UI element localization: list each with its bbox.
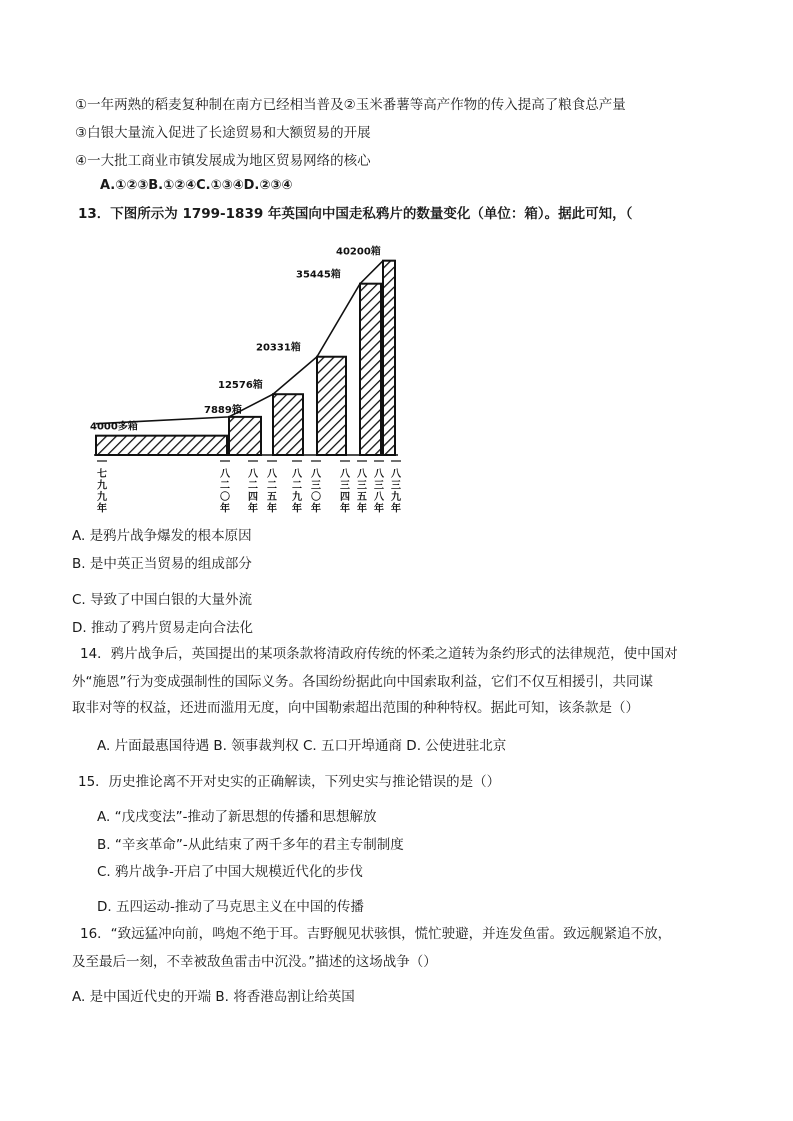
chart-bar-label: 7889箱 — [204, 404, 242, 416]
svg-text:二: 二 — [220, 480, 230, 492]
q15-option-d: D. 五四运动-推动了马克思主义在中国的传播 — [97, 899, 364, 915]
svg-text:三: 三 — [357, 480, 367, 492]
q16-stem-line-2: 及至最后一刻，不幸被敌鱼雷击中沉没。”描述的这场战争（） — [72, 954, 437, 970]
chart-year-tick — [340, 461, 351, 513]
svg-text:七: 七 — [97, 469, 107, 480]
q12-statement-3: ③白银大量流入促进了长途贸易和大额贸易的开展 — [75, 125, 371, 141]
chart-year-tick — [357, 461, 368, 513]
svg-text:二: 二 — [248, 480, 258, 492]
chart-year-tick — [248, 461, 259, 513]
svg-text:八: 八 — [292, 469, 302, 480]
svg-text:年: 年 — [267, 503, 277, 513]
chart-trend-polyline — [96, 261, 395, 424]
q15-option-c: C. 鸦片战争-开启了中国大规模近代化的步伐 — [97, 864, 363, 880]
svg-text:九: 九 — [97, 492, 107, 503]
svg-text:三: 三 — [311, 480, 321, 492]
q13-option-c: C. 导致了中国白银的大量外流 — [72, 592, 253, 608]
svg-text:年: 年 — [292, 503, 302, 513]
chart-year-tick — [374, 461, 385, 513]
q15-stem: 15．历史推论离不开对史实的正确解读，下列史实与推论错误的是（） — [78, 774, 501, 790]
svg-text:五: 五 — [267, 492, 277, 503]
svg-text:三: 三 — [340, 480, 350, 492]
q13-option-d: D. 推动了鸦片贸易走向合法化 — [72, 620, 253, 636]
svg-text:八: 八 — [220, 469, 230, 480]
opium-smuggling-chart — [86, 228, 416, 513]
svg-text:年: 年 — [340, 503, 350, 513]
q13-stem: 13．下图所示为 1799-1839 年英国向中国走私鸦片的数量变化（单位：箱）。据此可知，（ — [78, 206, 633, 222]
svg-text:八: 八 — [374, 469, 384, 480]
q16-stem-line-1: 16．“致远猛冲向前，鸣炮不绝于耳。吉野舰见状骇惧，慌忙驶避，并连发鱼雷。致远舰紧追不放， — [80, 926, 672, 942]
svg-text:三: 三 — [374, 480, 384, 492]
svg-text:年: 年 — [97, 503, 107, 513]
chart-year-tick — [267, 461, 278, 513]
svg-text:年: 年 — [357, 503, 367, 513]
chart-year-ticks — [97, 461, 402, 513]
svg-text:年: 年 — [391, 503, 401, 513]
chart-bar — [273, 394, 303, 455]
q14-stem-line-2: 外“施恩”行为变成强制性的国际义务。各国纷纷据此向中国索取利益，它们不仅互相援引，共同谋 — [72, 674, 653, 690]
svg-text:二: 二 — [292, 480, 302, 492]
svg-text:八: 八 — [340, 469, 350, 480]
q12-statement-1-2: ①一年两熟的稻麦复种制在南方已经相当普及②玉米番薯等高产作物的传入提高了粮食总产量 — [75, 97, 626, 113]
q15-option-a: A. “戊戌变法”-推动了新思想的传播和思想解放 — [97, 809, 377, 825]
chart-bar-label: 20331箱 — [256, 342, 301, 354]
chart-bar — [360, 284, 381, 455]
svg-text:九: 九 — [391, 492, 401, 503]
svg-text:年: 年 — [374, 503, 384, 513]
svg-text:八: 八 — [357, 469, 367, 480]
svg-text:九: 九 — [292, 492, 302, 503]
chart-year-tick — [311, 461, 322, 513]
q13-option-a: A. 是鸦片战争爆发的根本原因 — [72, 528, 252, 544]
chart-bar — [383, 261, 395, 455]
chart-bar — [96, 436, 227, 455]
chart-bar-label: 4000多箱 — [90, 421, 138, 433]
svg-text:八: 八 — [267, 469, 277, 480]
chart-year-tick — [220, 461, 231, 513]
q16-options: A. 是中国近代史的开端 B. 将香港岛割让给英国 — [72, 989, 355, 1005]
chart-year-tick — [391, 461, 402, 513]
svg-text:〇: 〇 — [220, 492, 230, 503]
chart-year-tick — [292, 461, 303, 513]
q12-statement-4: ④一大批工商业市镇发展成为地区贸易网络的核心 — [75, 153, 371, 169]
svg-text:二: 二 — [267, 480, 277, 492]
chart-bar-label: 35445箱 — [296, 269, 341, 281]
q12-options: A.①②③B.①②④C.①③④D.②③④ — [100, 178, 293, 193]
svg-text:年: 年 — [248, 503, 258, 513]
chart-bar-label: 40200箱 — [336, 246, 381, 258]
svg-text:八: 八 — [391, 469, 401, 480]
q15-option-b: B. “辛亥革命”-从此结束了两千多年的君主专制制度 — [97, 837, 404, 853]
chart-bars — [96, 261, 395, 455]
svg-text:八: 八 — [374, 492, 384, 503]
svg-text:〇: 〇 — [311, 492, 321, 503]
chart-bar-label: 12576箱 — [218, 380, 263, 392]
svg-text:八: 八 — [311, 469, 321, 480]
chart-bar — [317, 357, 346, 455]
q14-options: A. 片面最惠国待遇 B. 领事裁判权 C. 五口开埠通商 D. 公使进驻北京 — [97, 738, 507, 754]
svg-text:三: 三 — [391, 480, 401, 492]
svg-text:九: 九 — [97, 480, 107, 492]
svg-text:年: 年 — [311, 503, 321, 513]
chart-bar — [229, 417, 261, 455]
svg-text:八: 八 — [248, 469, 258, 480]
chart-year-tick — [97, 461, 107, 513]
svg-text:四: 四 — [340, 492, 350, 503]
svg-text:年: 年 — [220, 503, 230, 513]
q13-option-b: B. 是中英正当贸易的组成部分 — [72, 556, 252, 572]
svg-text:五: 五 — [357, 492, 367, 503]
q14-stem-line-3: 取非对等的权益，还进而滥用无度，向中国勒索超出范围的种种特权。据此可知，该条款是（） — [72, 700, 639, 716]
svg-text:四: 四 — [248, 492, 258, 503]
q14-stem-line-1: 14．鸦片战争后，英国提出的某项条款将清政府传统的怀柔之道转为条约形式的法律规范，使中国对 — [80, 646, 678, 662]
